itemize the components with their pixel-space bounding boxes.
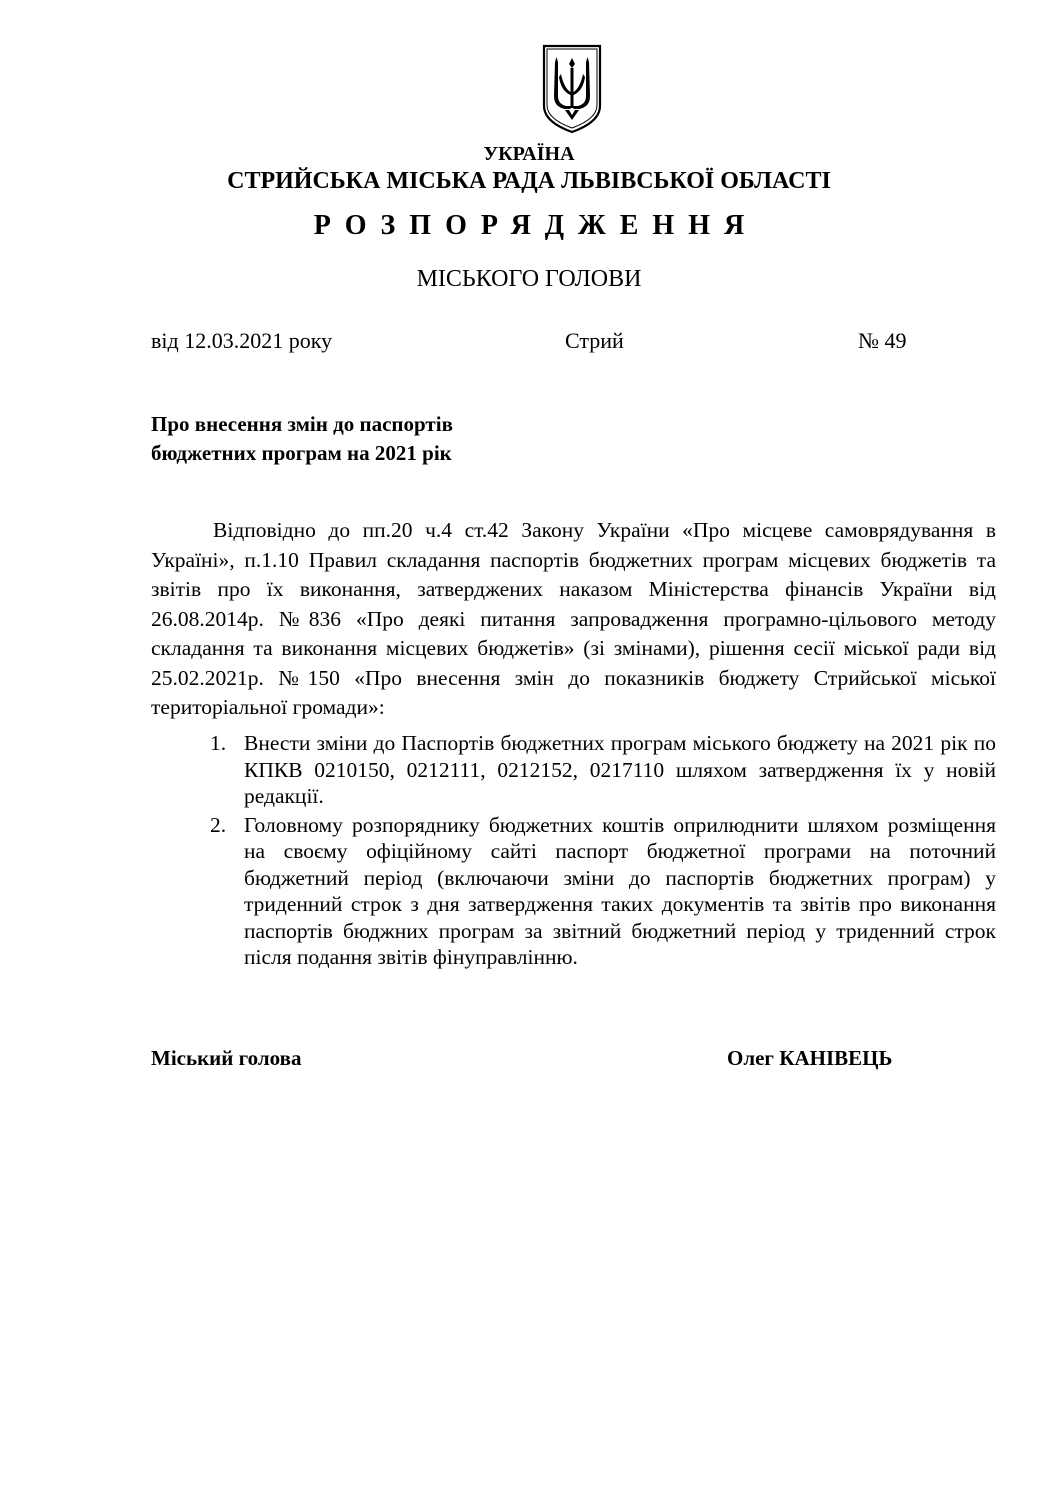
document-type-title: РОЗПОРЯДЖЕННЯ — [313, 210, 759, 241]
subject-line-2: бюджетних програм на 2021 рік — [151, 441, 452, 465]
document-subject — [151, 410, 571, 468]
list-item-text: Головному розпоряднику бюджетних коштів оприлюднити шляхом розміщення на своєму офіційному сайті паспорт бюджетної програми на поточний бюджетний період (включаючи зміни до паспортів бюджетних програм) у триденний строк з дня затвердження таких документів та звітів про виконання паспортів бюджних програм за звітний бюджетний період у триденний строк після подання звітів фінуправлінню. — [244, 812, 996, 969]
list-item — [210, 730, 996, 810]
list-item-number: 2. — [210, 812, 227, 837]
signature-name: Олег КАНІВЕЦЬ — [727, 1046, 893, 1070]
list-item — [210, 812, 996, 971]
signature-role: Міський голова — [151, 1046, 302, 1070]
document-number: № 49 — [858, 328, 907, 353]
country-title: УКРАЇНА — [483, 143, 575, 165]
document-date: від 12.03.2021 року — [151, 328, 333, 353]
subject-line-1: Про внесення змін до паспортів — [151, 412, 453, 436]
list-item-number: 1. — [210, 731, 227, 755]
ukraine-coat-of-arms-icon — [541, 44, 603, 134]
council-title: СТРИЙСЬКА МІСЬКА РАДА ЛЬВІВСЬКОЇ ОБЛАСТІ — [227, 168, 831, 194]
issuer-title: МІСЬКОГО ГОЛОВИ — [416, 266, 642, 292]
preamble-paragraph: Відповідно до пп.20 ч.4 ст.42 Закону України «Про місцеве самоврядування в Україні», п.1.10 Правил складання паспортів бюджетних програм місцевих бюджетів та звітів про їх виконання, затверджених наказом Міністерства фінансів України від 26.08.2014р. №836 «Про деякі питання запровадження програмно-цільового методу складання та виконання місцевих бюджетів» (зі змінами), рішення сесії міської ради від 25.02.2021р. №150 «Про внесення змін до показників бюджету Стрийської міської територіальної громади»: — [151, 518, 996, 719]
decisions-list — [210, 730, 996, 973]
list-item-text: Внести зміни до Паспортів бюджетних програм міського бюджету на 2021 рік по КПКВ 0210150, 0212111, 0212152, 0217110 шляхом затвердження їх у новій редакції. — [244, 731, 996, 808]
document-place: Стрий — [565, 328, 624, 353]
